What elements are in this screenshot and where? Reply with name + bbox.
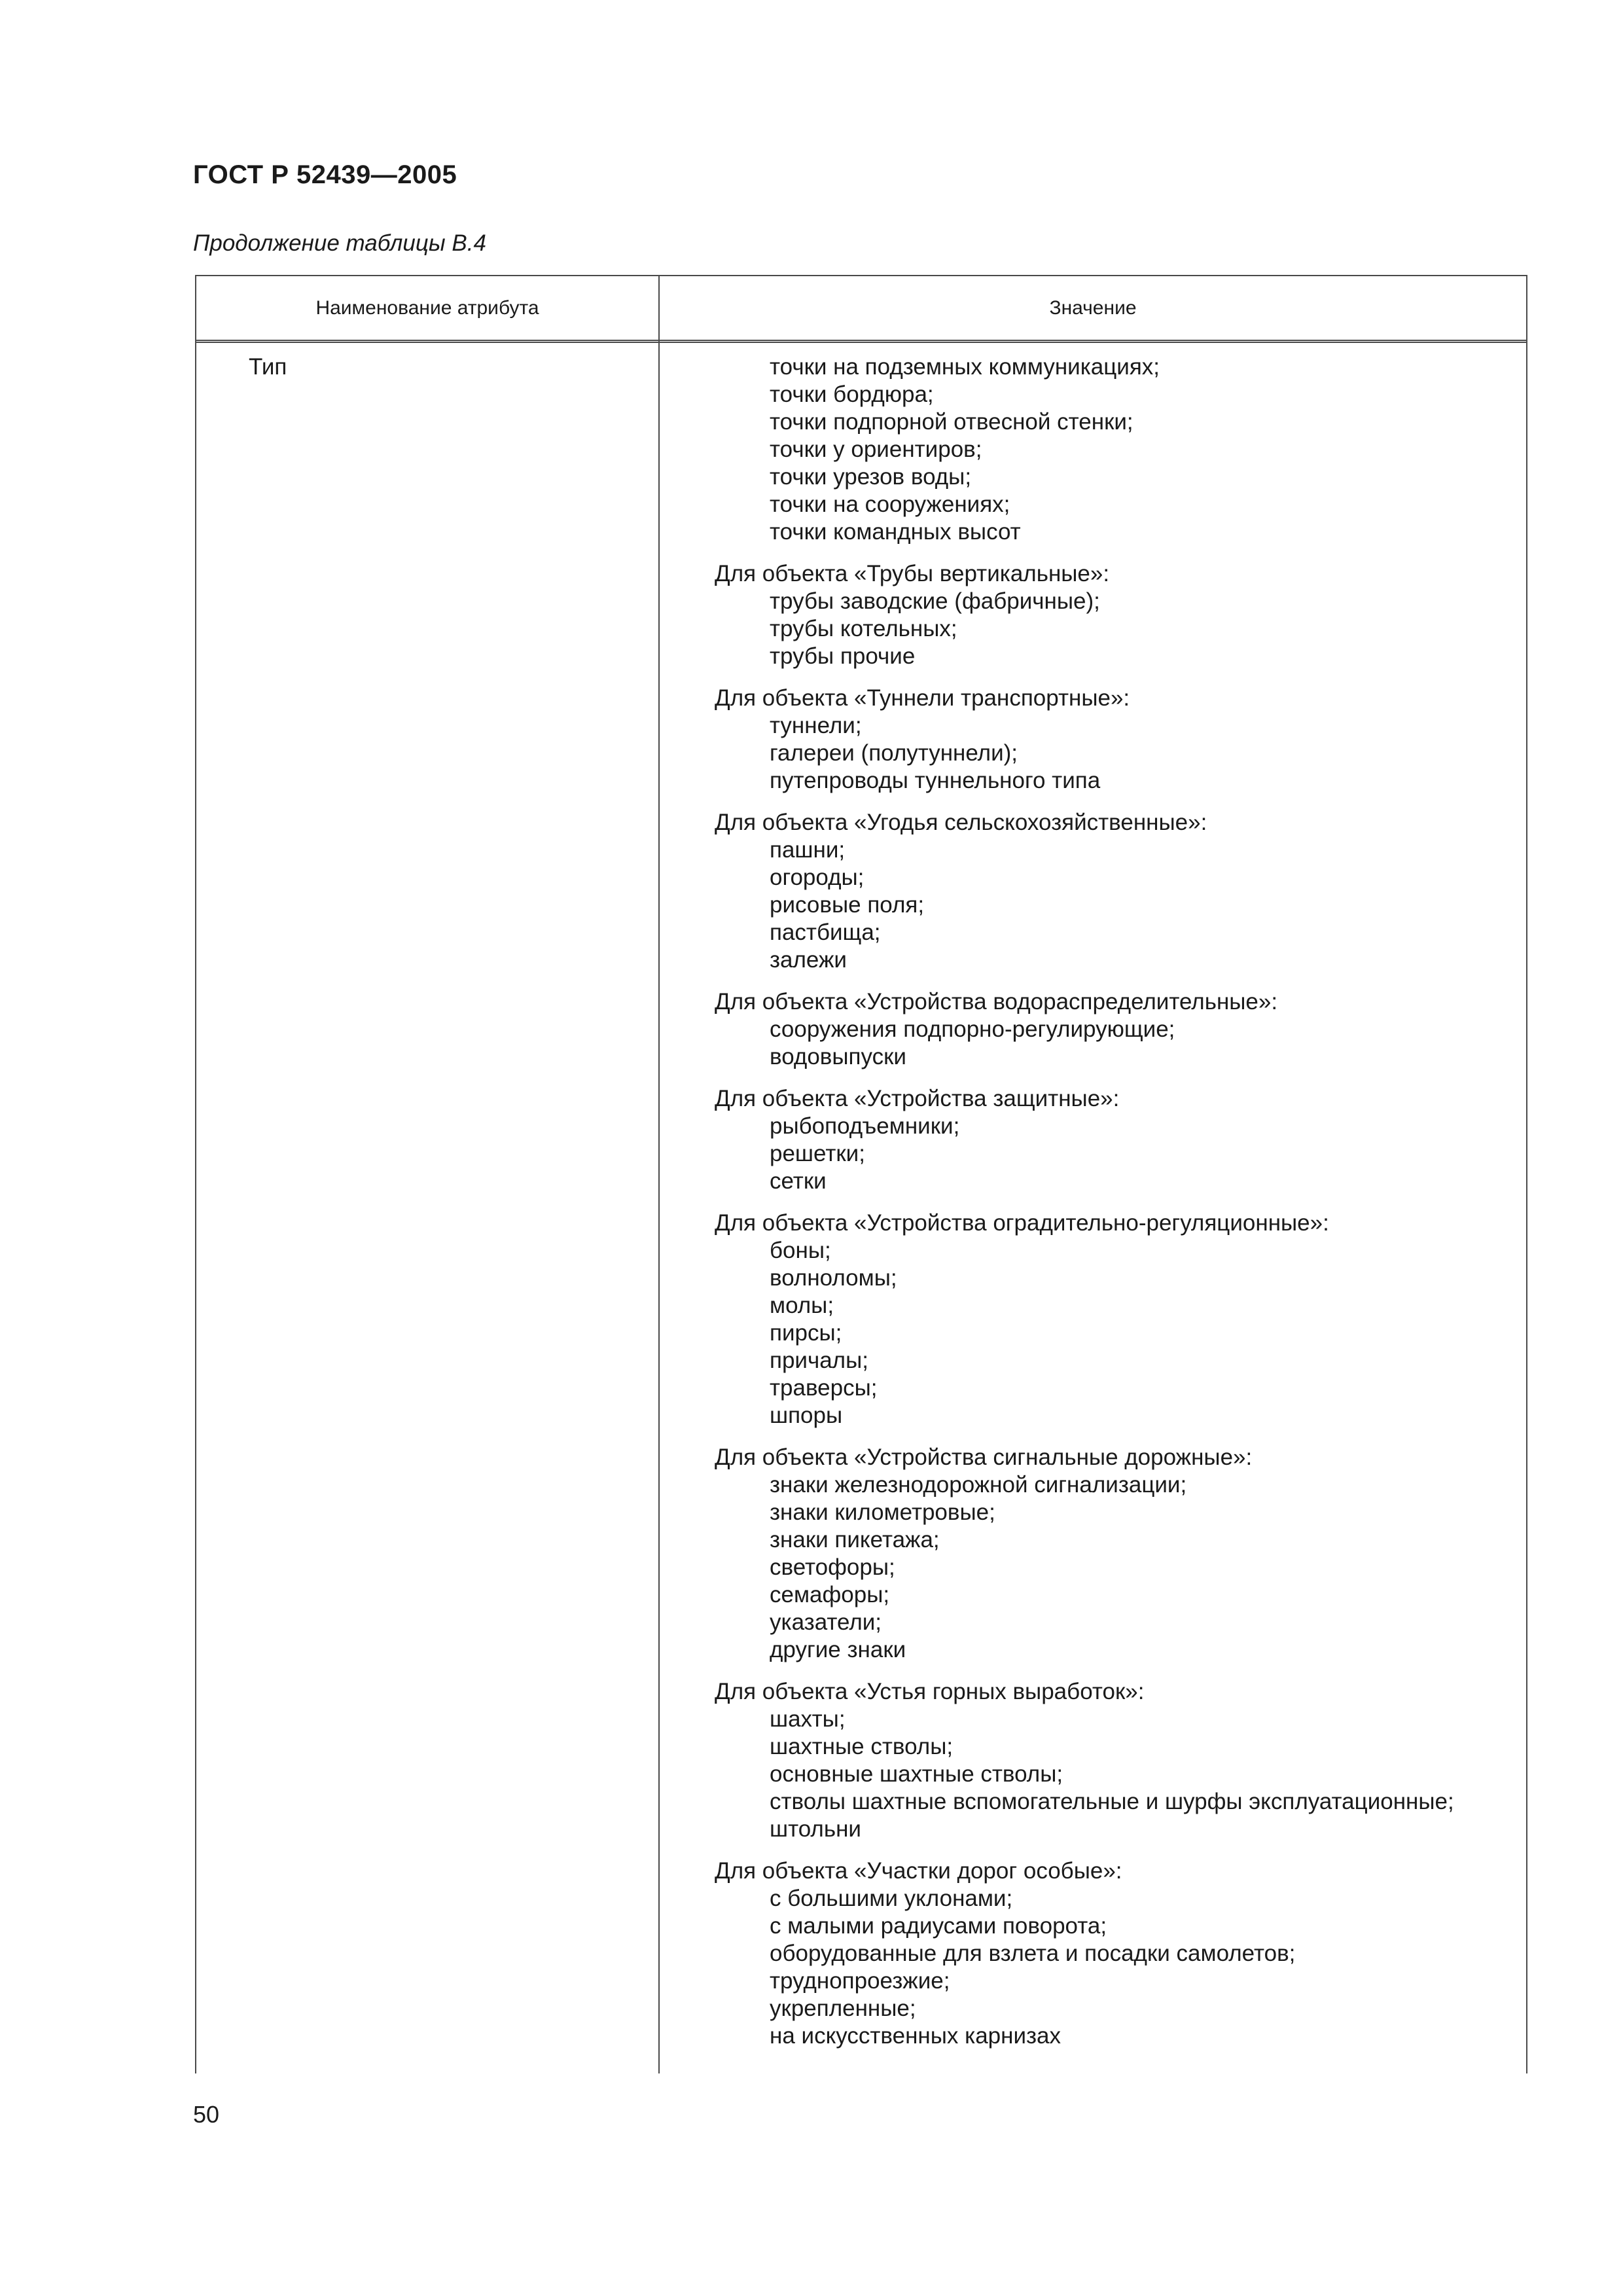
table-caption: Продолжение таблицы В.4 [193,230,486,256]
header-value: Значение [1049,296,1137,319]
value-list-item: рисовые поля; [770,892,925,918]
value-list-item: туннели; [770,713,862,738]
value-list-item: трубы заводские (фабричные); [770,588,1100,614]
value-group [715,1857,1526,2050]
column-divider [658,276,660,2073]
value-list-item: знаки пикетажа; [770,1527,940,1552]
value-list-item: рыбоподъемники; [770,1113,960,1139]
value-list-item: пашни; [770,837,846,863]
value-list-item: точки подпорной отвесной стенки; [770,409,1133,435]
header-attribute-name: Наименование атрибута [315,296,539,319]
value-list-item: трубы котельных; [770,616,957,641]
value-list-item: водовыпуски [770,1044,906,1069]
value-list-item: волноломы; [770,1265,897,1291]
value-list-item: с малыми радиусами поворота; [770,1913,1107,1939]
value-list-item: траверсы; [770,1375,878,1401]
value-list-item: стволы шахтные вспомогательные и шурфы эксплуатационные; [770,1789,1454,1814]
value-list-item: укрепленные; [770,1996,916,2021]
value-list-item: оборудованные для взлета и посадки самолетов; [770,1941,1296,1966]
value-group [715,560,1526,670]
value-list-item: точки бордюра; [770,382,934,407]
value-list-item: на искусственных карнизах [770,2023,1061,2049]
value-list-item: точки у ориентиров; [770,437,982,462]
value-list-item: с большими уклонами; [770,1886,1013,1911]
value-list-item: знаки железнодорожной сигнализации; [770,1472,1187,1498]
value-list-item: шахты; [770,1706,846,1732]
document-code: ГОСТ Р 52439—2005 [193,160,457,189]
value-list-item: решетки; [770,1141,865,1166]
value-group-title: Для объекта «Туннели транспортные»: [715,685,1130,711]
value-group [715,353,1526,546]
value-list-item: огороды; [770,865,865,890]
attribute-table [195,275,1527,2073]
value-group [715,809,1526,974]
page-number: 50 [193,2101,220,2128]
value-list-item: молы; [770,1293,834,1318]
value-group-title: Для объекта «Участки дорог особые»: [715,1858,1122,1884]
value-group-title: Для объекта «Устройства защитные»: [715,1086,1120,1111]
value-list-item: штольни [770,1816,861,1842]
value-list-item: залежи [770,947,847,973]
value-group [715,1678,1526,1843]
value-list-item: причалы; [770,1348,868,1373]
value-list-item: точки командных высот [770,519,1021,545]
value-group-title: Для объекта «Трубы вертикальные»: [715,561,1110,586]
value-list-item: знаки километровые; [770,1499,995,1525]
value-group-title: Для объекта «Устья горных выработок»: [715,1679,1145,1704]
value-list-item: труднопроезжие; [770,1968,950,1994]
table-header-row [196,276,1526,343]
value-group [715,1085,1526,1195]
value-list-item: точки на подземных коммуникациях; [770,354,1160,380]
value-list-item: шпоры [770,1403,843,1428]
value-list-item: точки урезов воды; [770,464,972,490]
value-group-title: Для объекта «Устройства оградительно-регуляционные»: [715,1210,1329,1236]
value-group [715,1444,1526,1664]
value-group-title: Для объекта «Устройства водораспределительные»: [715,989,1278,1014]
value-list-item: семафоры; [770,1582,890,1607]
value-list-item: галереи (полутуннели); [770,740,1018,766]
value-list-item: боны; [770,1238,831,1263]
value-group [715,685,1526,795]
value-group [715,988,1526,1071]
value-cell [715,353,1526,2064]
value-group-title: Для объекта «Устройства сигнальные дорожные»: [715,1444,1253,1470]
value-list-item: сооружения подпорно-регулирующие; [770,1016,1175,1042]
value-list-item: пастбища; [770,920,881,945]
value-list-item: путепроводы туннельного типа [770,768,1101,793]
value-group-title: Для объекта «Угодья сельскохозяйственные»: [715,810,1207,835]
value-list-item: основные шахтные стволы; [770,1761,1063,1787]
value-list-item: светофоры; [770,1554,895,1580]
value-list-item: шахтные стволы; [770,1734,954,1759]
value-list-item: указатели; [770,1609,882,1635]
value-list-item: другие знаки [770,1637,906,1662]
value-list-item: сетки [770,1168,827,1194]
value-group [715,1210,1526,1429]
attribute-name-cell: Тип [249,354,287,380]
value-list-item: трубы прочие [770,643,916,669]
value-list-item: точки на сооружениях; [770,492,1010,517]
value-list-item: пирсы; [770,1320,842,1346]
